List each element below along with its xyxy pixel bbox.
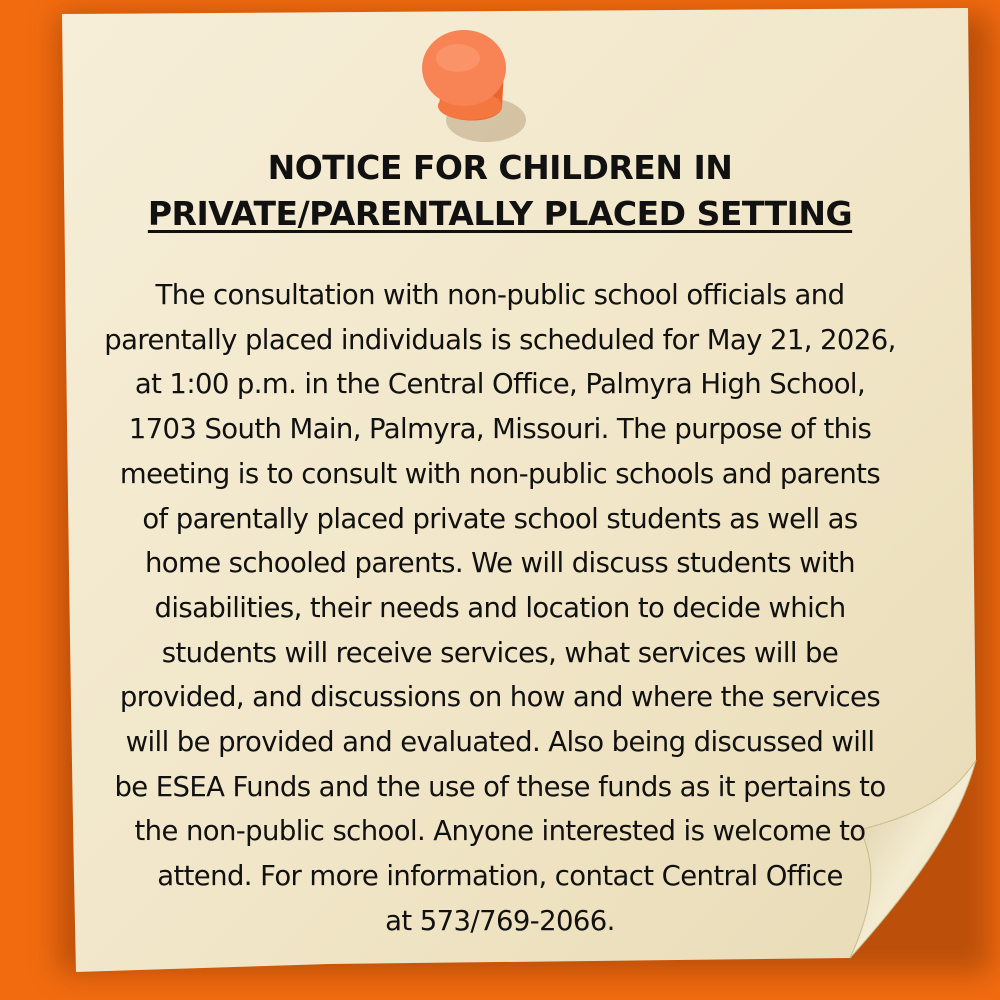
body-line: students will receive services, what services will be (161, 636, 839, 669)
body-line: home schooled parents. We will discuss students with (144, 547, 856, 580)
body-line: disabilities, their needs and location to decide which (154, 591, 846, 624)
body-line: the non-public school. Anyone interested is welcome to (134, 815, 866, 848)
body-line: provided, and discussions on how and where the services (119, 681, 881, 714)
body-line: at 1:00 p.m. in the Central Office, Palmyra High School, (134, 368, 866, 401)
body-line: 1703 South Main, Palmyra, Missouri. The purpose of this (128, 413, 872, 446)
body-line: of parentally placed private school students as well as (142, 502, 858, 535)
body-line: at 573/769-2066. (385, 904, 615, 937)
body-line: will be provided and evaluated. Also being discussed will (125, 726, 875, 759)
push-pin-icon (418, 28, 528, 148)
notice-body (60, 273, 940, 944)
body-line: attend. For more information, contact Central Office (157, 860, 843, 893)
body-line: The consultation with non-public school officials and (155, 279, 845, 311)
notice-title (60, 145, 940, 237)
title-line-1: NOTICE FOR CHILDREN IN (267, 148, 733, 187)
body-line: parentally placed individuals is scheduled for May 21, 2026, (104, 323, 896, 356)
body-line: be ESEA Funds and the use of these funds as it pertains to (114, 770, 886, 803)
body-line: meeting is to consult with non-public schools and parents (119, 457, 881, 490)
title-line-2: PRIVATE/PARENTALLY PLACED SETTING (147, 194, 853, 233)
